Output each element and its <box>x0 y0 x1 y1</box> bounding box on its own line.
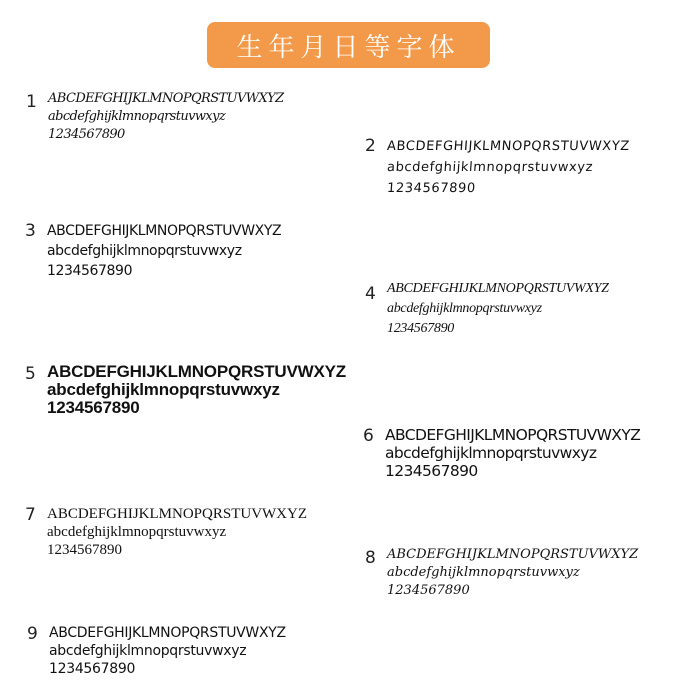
sample-digits: 1234567890 <box>47 542 122 558</box>
sample-lowercase: abcdefghijklmnopqrstuvwxyz <box>47 524 227 540</box>
font-sample-6[interactable] <box>363 426 641 480</box>
sample-number: 6 <box>363 426 374 446</box>
sample-number: 2 <box>365 136 376 156</box>
sample-number: 3 <box>25 221 36 241</box>
sample-uppercase: ABCDEFGHIJKLMNOPQRSTUVWXYZ <box>386 139 631 154</box>
sample-number: 1 <box>26 92 37 112</box>
sample-lowercase: abcdefghijklmnopqrstuvwxyz <box>385 444 597 462</box>
sample-digits: 1234567890 <box>386 181 477 196</box>
sample-uppercase: ABCDEFGHIJKLMNOPQRSTUVWXYZ <box>48 91 284 106</box>
sample-lowercase: abcdefghijklmnopqrstuvwxyz <box>47 380 280 399</box>
sample-number: 7 <box>25 505 36 525</box>
font-sample-5[interactable] <box>25 362 346 417</box>
sample-digits: 1234567890 <box>47 263 133 279</box>
sample-uppercase: ABCDEFGHIJKLMNOPQRSTUVWXYZ <box>47 506 308 522</box>
sample-uppercase: ABCDEFGHIJKLMNOPQRSTUVWXYZ <box>385 426 641 444</box>
sample-lowercase: abcdefghijklmnopqrstuvwxyz <box>49 643 247 659</box>
font-sample-3[interactable] <box>25 221 282 281</box>
sample-uppercase: ABCDEFGHIJKLMNOPQRSTUVWXYZ <box>49 625 286 641</box>
sample-lowercase: abcdefghijklmnopqrstuvwxyz <box>47 243 242 259</box>
font-sample-1[interactable] <box>26 90 284 144</box>
sample-number: 9 <box>27 624 38 644</box>
sample-uppercase: ABCDEFGHIJKLMNOPQRSTUVWXYZ <box>387 281 609 296</box>
font-sample-4[interactable] <box>365 279 609 339</box>
sample-number: 5 <box>25 364 36 384</box>
sample-digits: 1234567890 <box>387 321 455 336</box>
sample-lowercase: abcdefghijklmnopqrstuvwxyz <box>48 109 226 124</box>
sample-uppercase: ABCDEFGHIJKLMNOPQRSTUVWXYZ <box>387 547 639 562</box>
sample-uppercase: ABCDEFGHIJKLMNOPQRSTUVWXYZ <box>47 362 346 381</box>
sample-digits: 1234567890 <box>385 462 478 480</box>
font-sample-7[interactable] <box>25 505 308 559</box>
sample-digits: 1234567890 <box>387 583 470 598</box>
sample-number: 8 <box>365 548 376 568</box>
sample-digits: 1234567890 <box>48 127 125 142</box>
sample-digits: 1234567890 <box>49 661 136 677</box>
sample-lowercase: abcdefghijklmnopqrstuvwxyz <box>386 160 594 175</box>
font-sample-2[interactable] <box>365 136 631 199</box>
sample-lowercase: abcdefghijklmnopqrstuvwxyz <box>387 301 542 316</box>
sample-number: 4 <box>365 284 376 304</box>
sample-uppercase: ABCDEFGHIJKLMNOPQRSTUVWXYZ <box>47 223 282 239</box>
font-sample-9[interactable] <box>27 624 286 678</box>
sample-digits: 1234567890 <box>47 398 140 417</box>
title-banner <box>207 22 490 68</box>
page-title: 生年月日等字体 <box>236 32 461 63</box>
sample-lowercase: abcdefghijklmnopqrstuvwxyz <box>387 565 580 580</box>
font-sample-8[interactable] <box>365 546 639 600</box>
